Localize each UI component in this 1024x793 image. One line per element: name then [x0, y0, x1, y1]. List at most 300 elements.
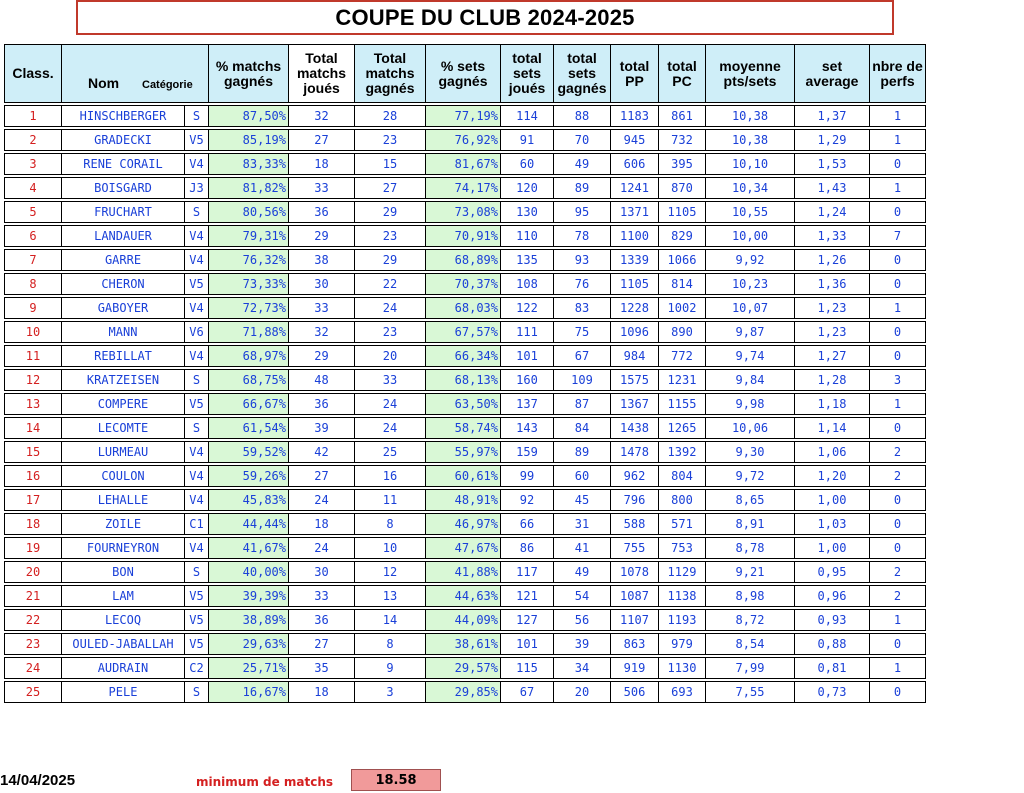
- header-pct-sets: % sets gagnés: [425, 44, 500, 103]
- cell-set-average: 1,00: [794, 489, 869, 511]
- cell-matchs-joues: 48: [288, 369, 354, 391]
- cell-sets-gagnes: 54: [553, 585, 610, 607]
- cell-pct-sets: 46,97%: [425, 513, 500, 535]
- cell-matchs-gagnes: 24: [354, 393, 425, 415]
- cell-total-pp: 1241: [610, 177, 658, 199]
- cell-moyenne: 10,00: [705, 225, 794, 247]
- cell-nom: LECOQ: [61, 609, 184, 631]
- table-row: [4, 465, 926, 487]
- cell-total-pc: 1130: [658, 657, 705, 679]
- cell-matchs-gagnes: 9: [354, 657, 425, 679]
- cell-total-pp: 1096: [610, 321, 658, 343]
- cell-total-pp: 945: [610, 129, 658, 151]
- table-row: [4, 129, 926, 151]
- cell-moyenne: 9,74: [705, 345, 794, 367]
- cell-moyenne: 7,99: [705, 657, 794, 679]
- cell-matchs-joues: 32: [288, 105, 354, 127]
- cell-total-pp: 796: [610, 489, 658, 511]
- cell-sets-joues: 130: [500, 201, 553, 223]
- cell-pct-sets: 77,19%: [425, 105, 500, 127]
- cell-pct-sets: 63,50%: [425, 393, 500, 415]
- cell-moyenne: 8,91: [705, 513, 794, 535]
- cell-total-pc: 395: [658, 153, 705, 175]
- table-row: [4, 681, 926, 703]
- cell-moyenne: 9,30: [705, 441, 794, 463]
- cell-rank: 13: [4, 393, 61, 415]
- cell-nom: REBILLAT: [61, 345, 184, 367]
- cell-categorie: V4: [184, 249, 208, 271]
- cell-pct-matchs: 71,88%: [208, 321, 288, 343]
- cell-nom: MANN: [61, 321, 184, 343]
- cell-pct-matchs: 80,56%: [208, 201, 288, 223]
- cell-matchs-joues: 18: [288, 513, 354, 535]
- cell-categorie: S: [184, 105, 208, 127]
- table-row: [4, 345, 926, 367]
- cell-set-average: 1,53: [794, 153, 869, 175]
- cell-pct-matchs: 41,67%: [208, 537, 288, 559]
- cell-matchs-gagnes: 16: [354, 465, 425, 487]
- cell-pct-matchs: 85,19%: [208, 129, 288, 151]
- table-row: [4, 105, 926, 127]
- cell-nom: KRATZEISEN: [61, 369, 184, 391]
- cell-total-pp: 863: [610, 633, 658, 655]
- cell-categorie: V4: [184, 441, 208, 463]
- cell-total-pp: 1575: [610, 369, 658, 391]
- cell-moyenne: 9,72: [705, 465, 794, 487]
- table-row: [4, 201, 926, 223]
- cell-rank: 6: [4, 225, 61, 247]
- cell-sets-joues: 160: [500, 369, 553, 391]
- cell-sets-joues: 60: [500, 153, 553, 175]
- table-row: [4, 633, 926, 655]
- cell-moyenne: 8,54: [705, 633, 794, 655]
- cell-moyenne: 9,21: [705, 561, 794, 583]
- cell-nom: PELE: [61, 681, 184, 703]
- cell-total-pc: 829: [658, 225, 705, 247]
- cell-pct-sets: 76,92%: [425, 129, 500, 151]
- cell-sets-gagnes: 70: [553, 129, 610, 151]
- cell-set-average: 1,00: [794, 537, 869, 559]
- cell-matchs-joues: 33: [288, 177, 354, 199]
- cell-categorie: V4: [184, 465, 208, 487]
- cell-total-pp: 755: [610, 537, 658, 559]
- cell-moyenne: 10,55: [705, 201, 794, 223]
- cell-total-pp: 1478: [610, 441, 658, 463]
- cell-moyenne: 10,10: [705, 153, 794, 175]
- cell-total-pp: 1339: [610, 249, 658, 271]
- cell-total-pp: 1228: [610, 297, 658, 319]
- cell-set-average: 1,36: [794, 273, 869, 295]
- cell-pct-matchs: 38,89%: [208, 609, 288, 631]
- table-row: [4, 417, 926, 439]
- minimum-label: minimum de matchs: [196, 775, 334, 789]
- cell-matchs-joues: 39: [288, 417, 354, 439]
- cell-matchs-gagnes: 20: [354, 345, 425, 367]
- cell-nom: COMPERE: [61, 393, 184, 415]
- header-nbre-perfs: nbre de perfs: [869, 44, 926, 103]
- cell-set-average: 1,26: [794, 249, 869, 271]
- cell-total-pc: 732: [658, 129, 705, 151]
- cell-sets-joues: 99: [500, 465, 553, 487]
- cell-matchs-joues: 32: [288, 321, 354, 343]
- cell-sets-gagnes: 49: [553, 561, 610, 583]
- cell-matchs-joues: 27: [288, 633, 354, 655]
- cell-pct-matchs: 39,39%: [208, 585, 288, 607]
- cell-categorie: V5: [184, 273, 208, 295]
- cell-categorie: V5: [184, 633, 208, 655]
- cell-pct-sets: 58,74%: [425, 417, 500, 439]
- cell-total-pc: 870: [658, 177, 705, 199]
- cell-matchs-gagnes: 23: [354, 225, 425, 247]
- cell-moyenne: 9,84: [705, 369, 794, 391]
- table-row: [4, 609, 926, 631]
- cell-total-pp: 1107: [610, 609, 658, 631]
- cell-sets-gagnes: 41: [553, 537, 610, 559]
- cell-sets-joues: 86: [500, 537, 553, 559]
- cell-pct-matchs: 73,33%: [208, 273, 288, 295]
- cell-nbre-perfs: 1: [869, 657, 926, 679]
- table-row: [4, 489, 926, 511]
- cell-categorie: V4: [184, 153, 208, 175]
- cell-sets-gagnes: 31: [553, 513, 610, 535]
- header-total-sets-joues: total sets joués: [500, 44, 553, 103]
- minimum-value: 18.58: [351, 769, 441, 791]
- cell-total-pp: 1367: [610, 393, 658, 415]
- header-nom-categorie: [61, 44, 208, 103]
- cell-pct-sets: 44,09%: [425, 609, 500, 631]
- cell-rank: 5: [4, 201, 61, 223]
- cell-total-pc: 979: [658, 633, 705, 655]
- table-row: [4, 585, 926, 607]
- cell-rank: 8: [4, 273, 61, 295]
- table-row: [4, 273, 926, 295]
- cell-total-pc: 1231: [658, 369, 705, 391]
- cell-rank: 21: [4, 585, 61, 607]
- cell-sets-gagnes: 93: [553, 249, 610, 271]
- table-row: [4, 369, 926, 391]
- cell-moyenne: 8,78: [705, 537, 794, 559]
- cell-matchs-joues: 30: [288, 561, 354, 583]
- cell-matchs-joues: 24: [288, 489, 354, 511]
- cell-pct-matchs: 66,67%: [208, 393, 288, 415]
- header-total-pp: total PP: [610, 44, 658, 103]
- cell-categorie: V5: [184, 393, 208, 415]
- cell-total-pc: 772: [658, 345, 705, 367]
- cell-total-pp: 588: [610, 513, 658, 535]
- cell-total-pp: 1087: [610, 585, 658, 607]
- cell-rank: 12: [4, 369, 61, 391]
- cell-matchs-joues: 35: [288, 657, 354, 679]
- cell-total-pp: 984: [610, 345, 658, 367]
- cell-categorie: C2: [184, 657, 208, 679]
- cell-nbre-perfs: 3: [869, 369, 926, 391]
- cell-rank: 25: [4, 681, 61, 703]
- cell-total-pc: 1129: [658, 561, 705, 583]
- cell-total-pc: 890: [658, 321, 705, 343]
- cell-total-pp: 1183: [610, 105, 658, 127]
- cell-pct-matchs: 81,82%: [208, 177, 288, 199]
- cell-nom: ZOILE: [61, 513, 184, 535]
- cell-nom: LANDAUER: [61, 225, 184, 247]
- table-row: [4, 537, 926, 559]
- cell-matchs-gagnes: 27: [354, 177, 425, 199]
- cell-set-average: 1,23: [794, 297, 869, 319]
- table-body: [4, 103, 926, 703]
- cell-nom: OULED-JABALLAH: [61, 633, 184, 655]
- cell-total-pc: 1066: [658, 249, 705, 271]
- cell-matchs-joues: 29: [288, 345, 354, 367]
- cell-sets-joues: 108: [500, 273, 553, 295]
- cell-matchs-gagnes: 29: [354, 249, 425, 271]
- cell-set-average: 1,14: [794, 417, 869, 439]
- cell-matchs-joues: 36: [288, 609, 354, 631]
- cell-matchs-gagnes: 8: [354, 633, 425, 655]
- cell-categorie: V5: [184, 129, 208, 151]
- cell-nom: LURMEAU: [61, 441, 184, 463]
- cell-matchs-joues: 27: [288, 129, 354, 151]
- cell-set-average: 1,33: [794, 225, 869, 247]
- cell-pct-matchs: 68,75%: [208, 369, 288, 391]
- cell-nom: HINSCHBERGER: [61, 105, 184, 127]
- cell-categorie: S: [184, 681, 208, 703]
- cell-sets-gagnes: 49: [553, 153, 610, 175]
- cell-nom: BOISGARD: [61, 177, 184, 199]
- cell-categorie: V4: [184, 225, 208, 247]
- cell-matchs-gagnes: 3: [354, 681, 425, 703]
- cell-set-average: 1,29: [794, 129, 869, 151]
- cell-nbre-perfs: 0: [869, 681, 926, 703]
- header-total-matchs-gagnes: Total matchs gagnés: [354, 44, 425, 103]
- cell-nbre-perfs: 0: [869, 321, 926, 343]
- cell-nbre-perfs: 1: [869, 105, 926, 127]
- cell-moyenne: 10,23: [705, 273, 794, 295]
- cell-matchs-joues: 18: [288, 153, 354, 175]
- cell-total-pc: 693: [658, 681, 705, 703]
- cell-sets-joues: 127: [500, 609, 553, 631]
- table-row: [4, 441, 926, 463]
- cell-sets-joues: 137: [500, 393, 553, 415]
- cell-categorie: S: [184, 417, 208, 439]
- cell-categorie: S: [184, 369, 208, 391]
- cell-pct-sets: 47,67%: [425, 537, 500, 559]
- cell-matchs-gagnes: 23: [354, 129, 425, 151]
- cell-sets-gagnes: 84: [553, 417, 610, 439]
- cell-sets-joues: 91: [500, 129, 553, 151]
- table-row: [4, 561, 926, 583]
- cell-sets-joues: 115: [500, 657, 553, 679]
- cell-pct-matchs: 29,63%: [208, 633, 288, 655]
- cell-matchs-joues: 18: [288, 681, 354, 703]
- cell-sets-joues: 101: [500, 633, 553, 655]
- cell-set-average: 0,88: [794, 633, 869, 655]
- cell-sets-joues: 117: [500, 561, 553, 583]
- cell-rank: 17: [4, 489, 61, 511]
- cell-sets-joues: 66: [500, 513, 553, 535]
- cell-rank: 23: [4, 633, 61, 655]
- cell-set-average: 1,23: [794, 321, 869, 343]
- cell-nom: GRADECKI: [61, 129, 184, 151]
- cell-total-pc: 1193: [658, 609, 705, 631]
- cell-nbre-perfs: 1: [869, 393, 926, 415]
- cell-pct-matchs: 25,71%: [208, 657, 288, 679]
- cell-pct-matchs: 16,67%: [208, 681, 288, 703]
- title-box: [76, 0, 894, 35]
- cell-pct-matchs: 59,26%: [208, 465, 288, 487]
- cell-total-pc: 1105: [658, 201, 705, 223]
- cell-nom: AUDRAIN: [61, 657, 184, 679]
- cell-nom: GARRE: [61, 249, 184, 271]
- cell-sets-gagnes: 45: [553, 489, 610, 511]
- cell-sets-gagnes: 20: [553, 681, 610, 703]
- cell-total-pp: 919: [610, 657, 658, 679]
- cell-pct-sets: 74,17%: [425, 177, 500, 199]
- table-row: [4, 297, 926, 319]
- cell-pct-matchs: 72,73%: [208, 297, 288, 319]
- cell-nbre-perfs: 0: [869, 153, 926, 175]
- cell-matchs-joues: 38: [288, 249, 354, 271]
- cell-nom: RENE CORAIL: [61, 153, 184, 175]
- cell-pct-sets: 67,57%: [425, 321, 500, 343]
- table-row: [4, 177, 926, 199]
- cell-categorie: V6: [184, 321, 208, 343]
- cell-pct-matchs: 76,32%: [208, 249, 288, 271]
- cell-set-average: 1,27: [794, 345, 869, 367]
- cell-nbre-perfs: 0: [869, 513, 926, 535]
- cell-rank: 18: [4, 513, 61, 535]
- cell-rank: 19: [4, 537, 61, 559]
- cell-matchs-joues: 33: [288, 297, 354, 319]
- cell-total-pc: 1138: [658, 585, 705, 607]
- cell-matchs-gagnes: 10: [354, 537, 425, 559]
- table-header: [4, 44, 926, 103]
- cell-nbre-perfs: 0: [869, 537, 926, 559]
- cell-pct-sets: 55,97%: [425, 441, 500, 463]
- cell-categorie: S: [184, 201, 208, 223]
- cell-set-average: 1,37: [794, 105, 869, 127]
- cell-nbre-perfs: 0: [869, 489, 926, 511]
- table-row: [4, 153, 926, 175]
- cell-nbre-perfs: 0: [869, 201, 926, 223]
- cell-rank: 10: [4, 321, 61, 343]
- cell-pct-sets: 66,34%: [425, 345, 500, 367]
- cell-total-pp: 1078: [610, 561, 658, 583]
- cell-matchs-gagnes: 23: [354, 321, 425, 343]
- cell-sets-gagnes: 109: [553, 369, 610, 391]
- cell-nbre-perfs: 2: [869, 561, 926, 583]
- cell-sets-joues: 114: [500, 105, 553, 127]
- cell-matchs-gagnes: 11: [354, 489, 425, 511]
- cell-matchs-joues: 30: [288, 273, 354, 295]
- cell-matchs-gagnes: 24: [354, 417, 425, 439]
- footer-date: 14/04/2025: [0, 772, 76, 789]
- cell-moyenne: 10,06: [705, 417, 794, 439]
- cell-pct-sets: 29,57%: [425, 657, 500, 679]
- cell-pct-matchs: 83,33%: [208, 153, 288, 175]
- table-row: [4, 321, 926, 343]
- cell-set-average: 0,96: [794, 585, 869, 607]
- cell-matchs-gagnes: 13: [354, 585, 425, 607]
- cell-nom: LEHALLE: [61, 489, 184, 511]
- cell-sets-joues: 159: [500, 441, 553, 463]
- cell-matchs-gagnes: 14: [354, 609, 425, 631]
- cell-matchs-gagnes: 12: [354, 561, 425, 583]
- cell-sets-joues: 135: [500, 249, 553, 271]
- cell-total-pc: 1392: [658, 441, 705, 463]
- cell-matchs-gagnes: 22: [354, 273, 425, 295]
- cell-rank: 24: [4, 657, 61, 679]
- cell-pct-matchs: 79,31%: [208, 225, 288, 247]
- cell-categorie: J3: [184, 177, 208, 199]
- cell-nom: FRUCHART: [61, 201, 184, 223]
- cell-sets-joues: 120: [500, 177, 553, 199]
- cell-sets-joues: 143: [500, 417, 553, 439]
- cell-moyenne: 10,38: [705, 105, 794, 127]
- cell-pct-sets: 60,61%: [425, 465, 500, 487]
- cell-matchs-joues: 27: [288, 465, 354, 487]
- cell-nom: LECOMTE: [61, 417, 184, 439]
- cell-matchs-gagnes: 15: [354, 153, 425, 175]
- cell-nom: FOURNEYRON: [61, 537, 184, 559]
- cell-nom: LAM: [61, 585, 184, 607]
- cell-sets-joues: 67: [500, 681, 553, 703]
- cell-pct-sets: 29,85%: [425, 681, 500, 703]
- cell-total-pc: 1002: [658, 297, 705, 319]
- cell-categorie: V5: [184, 585, 208, 607]
- cell-total-pc: 861: [658, 105, 705, 127]
- cell-set-average: 1,43: [794, 177, 869, 199]
- cell-sets-gagnes: 60: [553, 465, 610, 487]
- cell-sets-joues: 121: [500, 585, 553, 607]
- cell-nbre-perfs: 1: [869, 129, 926, 151]
- cell-moyenne: 9,92: [705, 249, 794, 271]
- cell-matchs-gagnes: 33: [354, 369, 425, 391]
- cell-matchs-gagnes: 8: [354, 513, 425, 535]
- cell-pct-sets: 48,91%: [425, 489, 500, 511]
- cell-total-pc: 571: [658, 513, 705, 535]
- cell-sets-gagnes: 95: [553, 201, 610, 223]
- cell-rank: 22: [4, 609, 61, 631]
- cell-nom: COULON: [61, 465, 184, 487]
- cell-sets-gagnes: 88: [553, 105, 610, 127]
- cell-rank: 4: [4, 177, 61, 199]
- cell-matchs-joues: 42: [288, 441, 354, 463]
- cell-pct-matchs: 44,44%: [208, 513, 288, 535]
- cell-matchs-joues: 33: [288, 585, 354, 607]
- cell-moyenne: 10,34: [705, 177, 794, 199]
- cell-set-average: 1,28: [794, 369, 869, 391]
- cell-pct-matchs: 40,00%: [208, 561, 288, 583]
- cell-nbre-perfs: 1: [869, 297, 926, 319]
- page-title: COUPE DU CLUB 2024-2025: [335, 4, 635, 30]
- cell-moyenne: 8,72: [705, 609, 794, 631]
- cell-nbre-perfs: 2: [869, 465, 926, 487]
- cell-nbre-perfs: 1: [869, 177, 926, 199]
- cell-categorie: V4: [184, 297, 208, 319]
- header-moyenne: moyenne pts/sets: [705, 44, 794, 103]
- cell-nbre-perfs: 0: [869, 249, 926, 271]
- cell-nbre-perfs: 1: [869, 609, 926, 631]
- cell-moyenne: 7,55: [705, 681, 794, 703]
- cell-sets-gagnes: 89: [553, 177, 610, 199]
- cell-rank: 3: [4, 153, 61, 175]
- cell-nbre-perfs: 0: [869, 345, 926, 367]
- header-nom: Nom: [88, 75, 120, 91]
- cell-pct-sets: 81,67%: [425, 153, 500, 175]
- cell-pct-sets: 70,91%: [425, 225, 500, 247]
- cell-nom: BON: [61, 561, 184, 583]
- cell-sets-joues: 111: [500, 321, 553, 343]
- cell-rank: 16: [4, 465, 61, 487]
